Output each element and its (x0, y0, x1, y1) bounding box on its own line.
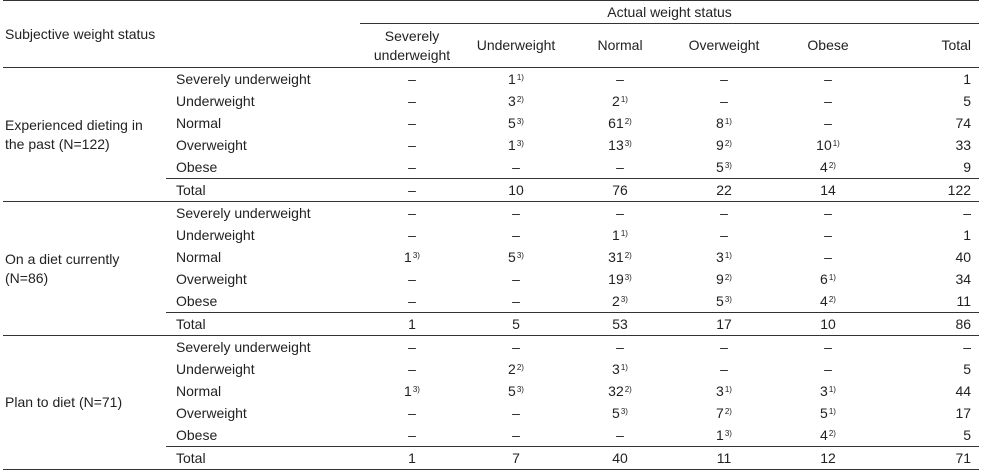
data-cell (568, 156, 672, 179)
cell-value: 31 (608, 249, 624, 265)
cell-value: 32 (608, 383, 624, 399)
cell-value: 5 (820, 405, 828, 421)
footnote-marker: 3) (516, 385, 524, 394)
row-label: Obese (176, 293, 218, 309)
cell-value: – (720, 339, 728, 355)
data-cell (568, 246, 672, 268)
cell-value: 14 (820, 182, 836, 198)
cell-value: 4 (820, 427, 828, 443)
cell-value: 9 (716, 271, 724, 287)
cell-value: 2 (508, 361, 516, 377)
data-cell (360, 179, 464, 202)
data-cell (464, 202, 568, 225)
cell-value: 5 (963, 427, 972, 443)
cell-value: – (408, 361, 416, 377)
data-cell (464, 336, 568, 359)
cell-value: – (824, 361, 832, 377)
row-label: Overweight (176, 405, 247, 421)
cell-value: 5 (508, 383, 516, 399)
group-label: Plan to diet (N=71) (3, 336, 166, 470)
data-cell (464, 380, 568, 402)
cell-value: 13 (608, 137, 624, 153)
row-label: Overweight (176, 137, 247, 153)
cell-value: 22 (716, 182, 732, 198)
actual-weight-status-header: Actual weight status (360, 1, 979, 24)
data-cell (880, 224, 979, 246)
cell-value: 5 (963, 361, 972, 377)
cell-value: 61 (608, 115, 624, 131)
cell-value: 9 (716, 137, 724, 153)
data-cell (880, 290, 979, 313)
footnote-marker: 1) (620, 363, 628, 372)
row-label: Severely underweight (166, 336, 360, 359)
footnote-marker: 2) (724, 273, 732, 282)
cell-value: 1 (963, 227, 972, 243)
cell-value: 17 (716, 316, 732, 332)
row-label: Normal (176, 115, 222, 131)
table-header (3, 1, 979, 68)
data-cell (672, 402, 776, 424)
cell-value: – (408, 339, 416, 355)
data-cell (672, 134, 776, 156)
cell-value: – (720, 93, 728, 109)
footnote-marker: 3) (516, 117, 524, 126)
cell-value: – (616, 205, 624, 221)
cell-value: 5 (716, 293, 724, 309)
cell-value: 8 (716, 115, 724, 131)
data-cell (568, 402, 672, 424)
data-cell (360, 112, 464, 134)
cell-value: 71 (955, 450, 972, 466)
cell-value: – (512, 271, 520, 287)
data-cell (880, 112, 979, 134)
footnote-marker: 2) (624, 251, 632, 260)
data-cell (360, 358, 464, 380)
cell-value: 10 (820, 316, 836, 332)
footnote-marker: 2) (516, 95, 524, 104)
column-header: Obese (807, 37, 849, 53)
cell-value: – (720, 361, 728, 377)
footnote-marker: 3) (724, 429, 732, 438)
row-label: Total (166, 179, 360, 202)
cell-value: – (512, 339, 520, 355)
footnote-marker: 3) (624, 139, 632, 148)
data-cell (360, 134, 464, 156)
cell-value: 33 (955, 137, 972, 153)
footnote-marker: 2) (828, 429, 836, 438)
data-cell (568, 336, 672, 359)
data-cell (672, 179, 776, 202)
row-label: Overweight (176, 271, 247, 287)
cell-value: – (824, 115, 832, 131)
cell-value: 1 (404, 249, 412, 265)
cell-value: 5 (612, 405, 620, 421)
cell-value: – (512, 293, 520, 309)
data-cell (776, 336, 880, 359)
data-cell (568, 380, 672, 402)
cell-value: – (408, 427, 416, 443)
cell-value: 7 (512, 450, 520, 466)
cell-value: – (512, 159, 520, 175)
cell-value: 3 (508, 93, 516, 109)
row-label: Underweight (176, 93, 255, 109)
data-cell (880, 358, 979, 380)
cell-value: – (616, 71, 624, 87)
weight-status-table (3, 0, 979, 470)
cell-value: – (408, 115, 416, 131)
row-label: Underweight (176, 361, 255, 377)
data-cell (568, 290, 672, 313)
cell-value: 3 (716, 383, 724, 399)
footnote-marker: 1) (828, 407, 836, 416)
cell-value: – (824, 93, 832, 109)
data-cell (880, 134, 979, 156)
data-cell (880, 424, 979, 447)
cell-value: – (408, 271, 416, 287)
cell-value: 11 (716, 450, 732, 466)
footnote-marker: 2) (624, 385, 632, 394)
data-cell (360, 402, 464, 424)
cell-value: – (720, 205, 728, 221)
cell-value: – (512, 205, 520, 221)
data-cell (464, 290, 568, 313)
data-cell (464, 112, 568, 134)
cell-value: 17 (955, 405, 972, 421)
cell-value: – (963, 339, 972, 355)
footnote-marker: 3) (620, 295, 628, 304)
data-cell (776, 179, 880, 202)
data-cell (672, 112, 776, 134)
cell-value: 3 (612, 361, 620, 377)
data-cell (880, 68, 979, 91)
cell-value: – (408, 93, 416, 109)
data-cell (776, 134, 880, 156)
data-cell (360, 290, 464, 313)
row-label: Total (166, 313, 360, 336)
cell-value: – (720, 227, 728, 243)
cell-value: 44 (955, 383, 972, 399)
data-cell (568, 134, 672, 156)
data-cell (776, 447, 880, 470)
data-cell (880, 246, 979, 268)
data-cell (360, 68, 464, 91)
cell-value: 40 (612, 450, 628, 466)
data-cell (464, 402, 568, 424)
cell-value: 7 (716, 405, 724, 421)
cell-value: – (408, 227, 416, 243)
footnote-marker: 3) (624, 273, 632, 282)
row-label: Normal (176, 249, 222, 265)
subjective-weight-status-header: Subjective weight status (3, 1, 360, 68)
data-cell (464, 156, 568, 179)
data-cell (568, 447, 672, 470)
data-cell (568, 179, 672, 202)
data-cell (776, 313, 880, 336)
cell-value: 1 (716, 427, 724, 443)
data-cell (776, 224, 880, 246)
footnote-marker: 3) (724, 161, 732, 170)
cell-value: 4 (820, 293, 828, 309)
data-cell (776, 156, 880, 179)
cell-value: 1 (963, 71, 972, 87)
cell-value: 10 (508, 182, 524, 198)
data-cell (360, 424, 464, 447)
data-cell (880, 202, 979, 225)
data-cell (776, 380, 880, 402)
data-cell (672, 424, 776, 447)
data-cell (464, 447, 568, 470)
cell-value: – (824, 227, 832, 243)
footnote-marker: 1) (828, 385, 836, 394)
footnote-marker: 1) (724, 251, 732, 260)
table-row (3, 202, 979, 225)
table-body (3, 68, 979, 470)
cell-value: – (408, 137, 416, 153)
cell-value: 1 (404, 383, 412, 399)
row-label: Underweight (176, 227, 255, 243)
footnote-marker: 3) (724, 295, 732, 304)
cell-value: 19 (608, 271, 624, 287)
cell-value: 5 (963, 93, 972, 109)
cell-value: 5 (716, 159, 724, 175)
data-cell (464, 68, 568, 91)
data-cell (568, 313, 672, 336)
cell-value: 9 (963, 159, 972, 175)
column-header: Normal (597, 37, 643, 53)
cell-value: – (616, 427, 624, 443)
footnote-marker: 3) (620, 407, 628, 416)
cell-value: – (408, 293, 416, 309)
cell-value: 3 (716, 249, 724, 265)
cell-value: 1 (408, 316, 416, 332)
cell-value: 86 (955, 316, 972, 332)
table-row (3, 336, 979, 359)
data-cell (464, 358, 568, 380)
column-header: Overweight (688, 37, 760, 53)
footnote-marker: 2) (516, 363, 524, 372)
data-cell (464, 246, 568, 268)
data-cell (880, 336, 979, 359)
data-cell (568, 202, 672, 225)
cell-value: – (824, 339, 832, 355)
footnote-marker: 3) (412, 251, 420, 260)
data-cell (776, 290, 880, 313)
data-cell (360, 202, 464, 225)
data-cell (880, 179, 979, 202)
data-cell (880, 268, 979, 290)
cell-value: – (512, 227, 520, 243)
footnote-marker: 1) (828, 273, 836, 282)
column-header: Underweight (476, 37, 556, 53)
data-cell (360, 380, 464, 402)
cell-value: – (408, 71, 416, 87)
row-label: Normal (176, 383, 222, 399)
cell-value: 1 (508, 71, 516, 87)
data-cell (672, 447, 776, 470)
data-cell (880, 313, 979, 336)
data-cell (880, 156, 979, 179)
data-cell (568, 268, 672, 290)
data-cell (880, 90, 979, 112)
data-cell (672, 268, 776, 290)
table-row (3, 68, 979, 91)
cell-value: – (616, 339, 624, 355)
cell-value: 53 (612, 316, 628, 332)
footnote-marker: 2) (724, 407, 732, 416)
cell-value: – (720, 71, 728, 87)
cell-value: 34 (955, 271, 972, 287)
row-label: Severely underweight (166, 68, 360, 91)
data-cell (464, 268, 568, 290)
data-cell (464, 179, 568, 202)
cell-value: 40 (955, 249, 972, 265)
data-cell (776, 358, 880, 380)
cell-value: 76 (612, 182, 628, 198)
data-cell (776, 112, 880, 134)
row-label: Total (166, 447, 360, 470)
footnote-marker: 1) (832, 139, 840, 148)
cell-value: 1 (408, 450, 416, 466)
data-cell (360, 447, 464, 470)
cell-value: – (824, 205, 832, 221)
data-cell (360, 336, 464, 359)
data-cell (672, 156, 776, 179)
data-cell (360, 224, 464, 246)
cell-value: – (408, 205, 416, 221)
cell-value: – (408, 182, 416, 198)
data-cell (672, 90, 776, 112)
data-cell (568, 90, 672, 112)
footnote-marker: 2) (828, 161, 836, 170)
data-cell (360, 268, 464, 290)
data-cell (776, 268, 880, 290)
cell-value: – (512, 427, 520, 443)
row-label: Obese (176, 159, 218, 175)
data-cell (672, 290, 776, 313)
data-cell (464, 90, 568, 112)
footnote-marker: 1) (620, 229, 628, 238)
data-cell (464, 424, 568, 447)
data-cell (360, 246, 464, 268)
data-cell (672, 68, 776, 91)
data-cell (880, 402, 979, 424)
cell-value: – (408, 159, 416, 175)
data-cell (464, 134, 568, 156)
cell-value: – (824, 71, 832, 87)
row-label: Severely underweight (166, 202, 360, 225)
cell-value: 1 (508, 137, 516, 153)
data-cell (776, 402, 880, 424)
data-cell (672, 336, 776, 359)
data-cell (568, 112, 672, 134)
footnote-marker: 1) (724, 385, 732, 394)
data-cell (464, 224, 568, 246)
data-cell (776, 90, 880, 112)
data-cell (464, 313, 568, 336)
data-cell (568, 224, 672, 246)
footnote-marker: 2) (624, 117, 632, 126)
cell-value: 5 (508, 249, 516, 265)
column-header: Severely underweight (373, 27, 451, 63)
data-cell (776, 68, 880, 91)
cell-value: – (408, 405, 416, 421)
cell-value: – (512, 405, 520, 421)
footnote-marker: 3) (516, 251, 524, 260)
cell-value: 5 (508, 115, 516, 131)
cell-value: 4 (820, 159, 828, 175)
data-cell (360, 313, 464, 336)
cell-value: 2 (612, 293, 620, 309)
data-cell (776, 424, 880, 447)
data-cell (672, 224, 776, 246)
footnote-marker: 3) (516, 139, 524, 148)
cell-value: 11 (956, 293, 972, 309)
data-cell (568, 424, 672, 447)
cell-value: 122 (947, 182, 972, 198)
cell-value: – (963, 205, 972, 221)
data-cell (568, 68, 672, 91)
cell-value: – (824, 249, 832, 265)
cell-value: 6 (820, 271, 828, 287)
data-cell (776, 202, 880, 225)
group-label: Experienced dieting in the past (N=122) (3, 68, 166, 202)
footnote-marker: 2) (828, 295, 836, 304)
footnote-marker: 1) (620, 95, 628, 104)
cell-value: 1 (612, 227, 620, 243)
column-header: Total (941, 37, 972, 53)
data-cell (880, 380, 979, 402)
row-label: Obese (176, 427, 218, 443)
data-cell (672, 246, 776, 268)
footnote-marker: 1) (724, 117, 732, 126)
footnote-marker: 2) (724, 139, 732, 148)
data-cell (776, 246, 880, 268)
data-cell (672, 358, 776, 380)
cell-value: – (616, 159, 624, 175)
data-cell (672, 313, 776, 336)
cell-value: 2 (612, 93, 620, 109)
cell-value: 12 (820, 450, 836, 466)
data-cell (672, 202, 776, 225)
group-label: On a diet currently (N=86) (3, 202, 166, 336)
data-cell (880, 447, 979, 470)
data-cell (360, 156, 464, 179)
footnote-marker: 1) (516, 73, 524, 82)
footnote-marker: 3) (412, 385, 420, 394)
cell-value: 3 (820, 383, 828, 399)
data-cell (568, 358, 672, 380)
data-cell (360, 90, 464, 112)
data-cell (672, 380, 776, 402)
cell-value: 10 (816, 137, 832, 153)
cell-value: 74 (955, 115, 972, 131)
cell-value: 5 (512, 316, 520, 332)
